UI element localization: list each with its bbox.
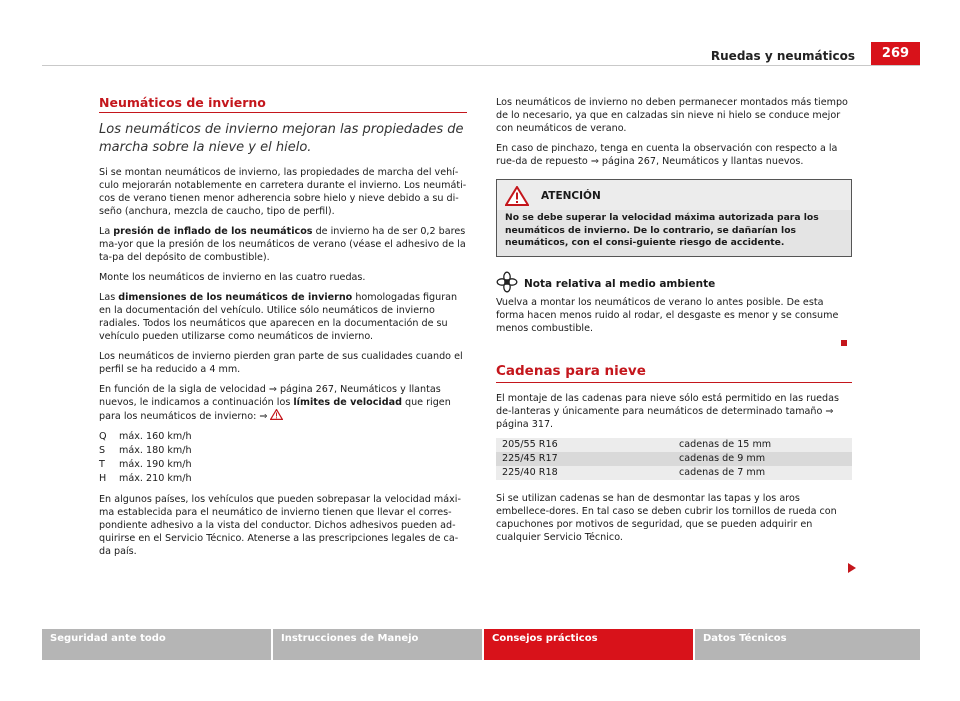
header-rule: [42, 65, 920, 66]
environment-flower-icon: [496, 271, 518, 293]
paragraph: El montaje de las cadenas para nieve sólo está permitido en las ruedas de-lanteras y únicamente para neumáticos de determinado tamaño ⇒ página 317.: [496, 392, 840, 430]
page-number: 269: [871, 42, 920, 66]
table-row: 225/40 R18 cadenas de 7 mm: [496, 466, 852, 480]
next-page-arrow-icon[interactable]: [848, 563, 856, 573]
environment-note-title: Nota relativa al medio ambiente: [524, 278, 716, 290]
list-item: S máx. 180 km/h: [99, 445, 192, 456]
paragraph: Los neumáticos de invierno no deben permanecer montados más tiempo de lo necesario, ya que en calzadas sin nieve ni hielo se conduce mejor con neumáticos de verano.: [496, 97, 848, 134]
end-of-section-icon: [496, 337, 852, 345]
section-subtitle: Los neumáticos de invierno mejoran las propiedades de marcha sobre la nieve y el hielo.: [99, 122, 464, 155]
environment-note-header: [496, 271, 852, 293]
paragraph-speed-limits: En función de la sigla de velocidad ⇒ página 267, Neumáticos y llantas nuevos, le indicamos a continuación los límites de velocidad que rigen para los neumáticos de invierno: ⇒: [99, 384, 451, 422]
warning-box: [496, 179, 852, 257]
snow-chains-table: [496, 438, 852, 480]
section-heading-snow-chains: Cadenas para nieve: [496, 365, 852, 383]
tab-datos-tecnicos[interactable]: Datos Técnicos: [695, 629, 920, 660]
left-column: [99, 96, 467, 565]
paragraph: Si se montan neumáticos de invierno, las propiedades de marcha del vehí-culo mejorarán notablemente en carretera durante el invierno. Los neumáti-cos de verano tienen menor adherencia sobre hielo y nieve debido a su di-seño (anchura, mezcla de caucho, tipo de perfil).: [99, 167, 467, 217]
tab-seguridad[interactable]: Seguridad ante todo: [42, 629, 271, 660]
list-item: Q máx. 160 km/h: [99, 431, 192, 442]
environment-note-text: Vuelva a montar los neumáticos de verano lo antes posible. De esta forma hacen menos ruido al rodar, el desgaste es menor y se consume menos combustible.: [496, 296, 839, 334]
footer-nav: [42, 629, 920, 660]
warning-triangle-icon: [505, 186, 529, 206]
list-item: T máx. 190 km/h: [99, 459, 192, 470]
list-item: H máx. 210 km/h: [99, 473, 192, 484]
paragraph: En caso de pinchazo, tenga en cuenta la observación con respecto a la rue-da de repuesto ⇒ página 267, Neumáticos y llantas nuevos.: [496, 143, 838, 167]
paragraph: En algunos países, los vehículos que pueden sobrepasar la velocidad máxi-ma establecida para el neumático de invierno tienen que llevar el corres-pondiente adhesivo a la vista del conductor. Dichos adhesivos pueden ad-quirirse en el Servicio Técnico. Atenerse a las prescripciones legales de ca-da país.: [99, 494, 461, 557]
table-row: 225/45 R17 cadenas de 9 mm: [496, 452, 852, 466]
tab-consejos-active[interactable]: Consejos prácticos: [484, 629, 693, 660]
tab-instrucciones[interactable]: Instrucciones de Manejo: [273, 629, 482, 660]
paragraph-pressure: La presión de inflado de los neumáticos de invierno ha de ser 0,2 bares ma-yor que la presión de los neumáticos de verano (véase el adhesivo de la ta-pa del depósito de combustible).: [99, 226, 466, 263]
running-header-title: Ruedas y neumáticos: [710, 49, 855, 63]
paragraph-dimensions: Las dimensiones de los neumáticos de invierno homologadas figuran en la documentación del vehículo. Utilice sólo neumáticos de invierno radiales. Todos los neumáticos que aparecen en la documentación de su vehículo pueden utilizarse como neumáticos de invierno.: [99, 292, 458, 342]
warning-title: ATENCIÓN: [541, 189, 601, 202]
table-row: 205/55 R16 cadenas de 15 mm: [496, 438, 852, 452]
warning-triangle-icon[interactable]: [270, 409, 283, 420]
speed-limit-list: [99, 430, 467, 486]
paragraph: Si se utilizan cadenas se han de desmontar las tapas y los aros embellece-dores. En tal caso se deben cubrir los tornillos de rueda con capuchones por motivos de seguridad, que se pueden adquirir en cualquier Servicio Técnico.: [496, 492, 837, 543]
warning-text: No se debe superar la velocidad máxima autorizada para los neumáticos de invierno. De lo contrario, se dañarían los neumáticos, con el consi-guiente riesgo de accidente.: [497, 210, 851, 256]
right-column: [496, 96, 852, 551]
paragraph: Los neumáticos de invierno pierden gran parte de sus cualidades cuando el perfil se ha reducido a 4 mm.: [99, 351, 463, 375]
section-heading-winter-tyres: Neumáticos de invierno: [99, 96, 467, 113]
paragraph: Monte los neumáticos de invierno en las cuatro ruedas.: [99, 272, 366, 283]
warning-header: [497, 180, 851, 210]
